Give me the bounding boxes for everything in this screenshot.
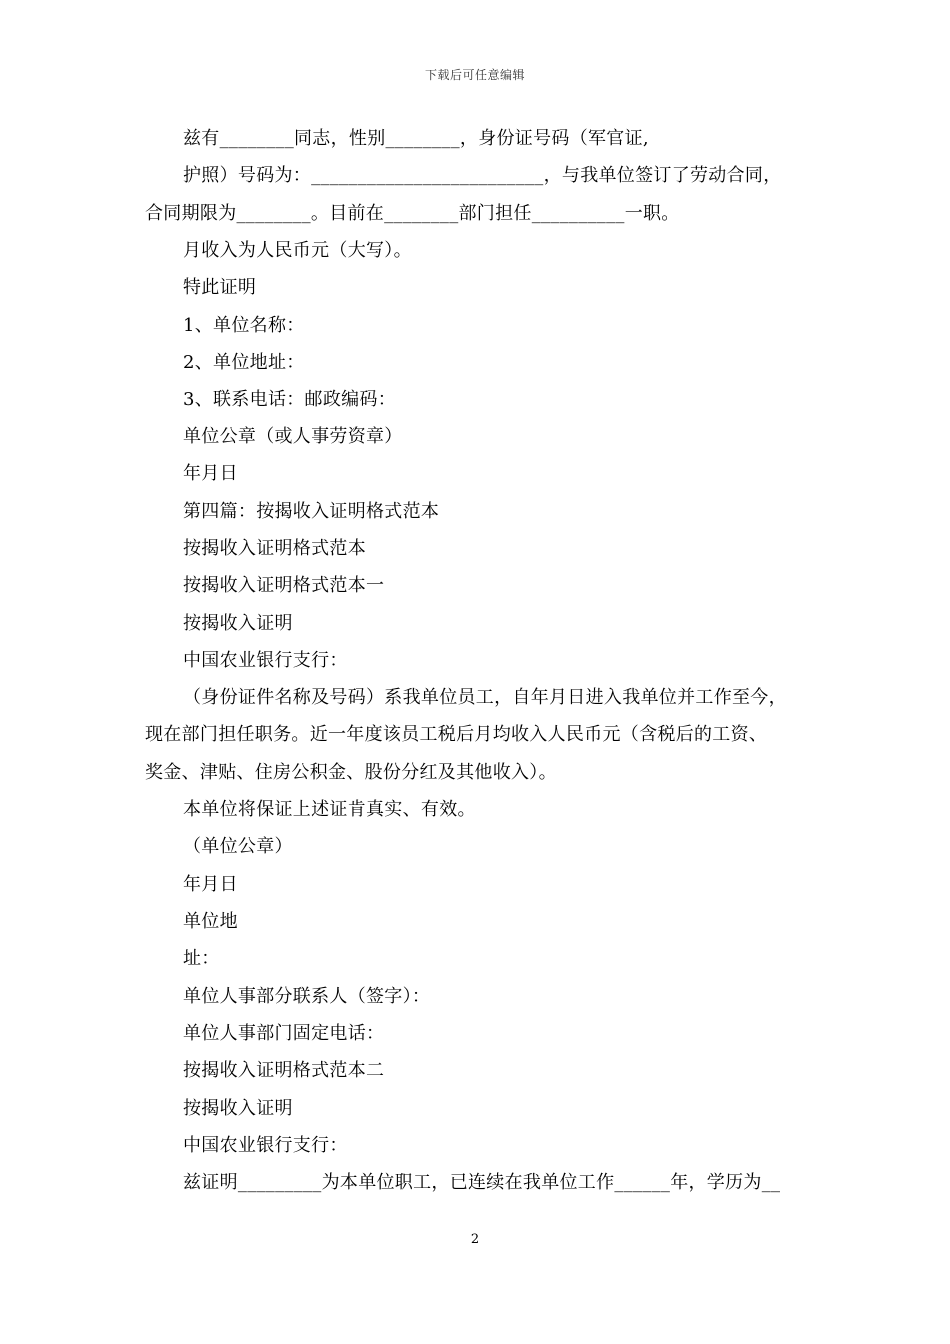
body-line: 单位人事部分联系人（签字）： <box>183 986 431 1007</box>
body-line: 单位地 <box>183 911 238 932</box>
body-line: 兹证明_________为本单位职工，已连续在我单位工作______年，学历为__ <box>183 1172 781 1193</box>
body-line: 单位人事部门固定电话： <box>183 1023 385 1044</box>
body-line: （单位公章） <box>183 836 293 857</box>
body-line: 兹有________同志，性别________，身份证号码（军官证, <box>183 128 649 149</box>
body-line: 中国农业银行支行： <box>183 1135 348 1156</box>
page-number: 2 <box>470 1232 480 1247</box>
body-line: 单位公章（或人事劳资章） <box>183 426 403 447</box>
body-line: 奖金、津贴、住房公积金、股份分红及其他收入）。 <box>145 762 557 783</box>
body-line: 中国农业银行支行： <box>183 650 348 671</box>
body-line: 按揭收入证明格式范本一 <box>183 575 385 596</box>
section-heading: 第四篇：按揭收入证明格式范本 <box>183 501 440 522</box>
body-line: 2、单位地址： <box>183 352 305 373</box>
body-line: 年月日 <box>183 463 238 484</box>
body-line: （身份证件名称及号码）系我单位员工，自年月日进入我单位并工作至今， <box>183 687 787 708</box>
body-line: 按揭收入证明格式范本二 <box>183 1060 385 1081</box>
body-line: 按揭收入证明 <box>183 1098 293 1119</box>
body-line: 址： <box>183 948 220 969</box>
body-line: 特此证明 <box>183 277 257 298</box>
body-line: 1、单位名称： <box>183 315 305 336</box>
body-line: 合同期限为________。目前在________部门担任__________一职。 <box>145 203 680 224</box>
body-line: 本单位将保证上述证肯真实、有效。 <box>183 799 476 820</box>
body-line: 护照）号码为：_________________________，与我单位签订了劳动合同， <box>183 165 782 186</box>
body-line: 按揭收入证明 <box>183 613 293 634</box>
body-line: 月收入为人民币元（大写）。 <box>183 240 412 261</box>
body-line: 3、联系电话：邮政编码： <box>183 389 397 410</box>
body-line: 现在部门担任职务。近一年度该员工税后月均收入人民币元（含税后的工资、 <box>145 724 768 745</box>
body-line: 年月日 <box>183 874 238 895</box>
page-header: 下载后可任意编辑 <box>424 68 525 82</box>
body-line: 按揭收入证明格式范本 <box>183 538 366 559</box>
